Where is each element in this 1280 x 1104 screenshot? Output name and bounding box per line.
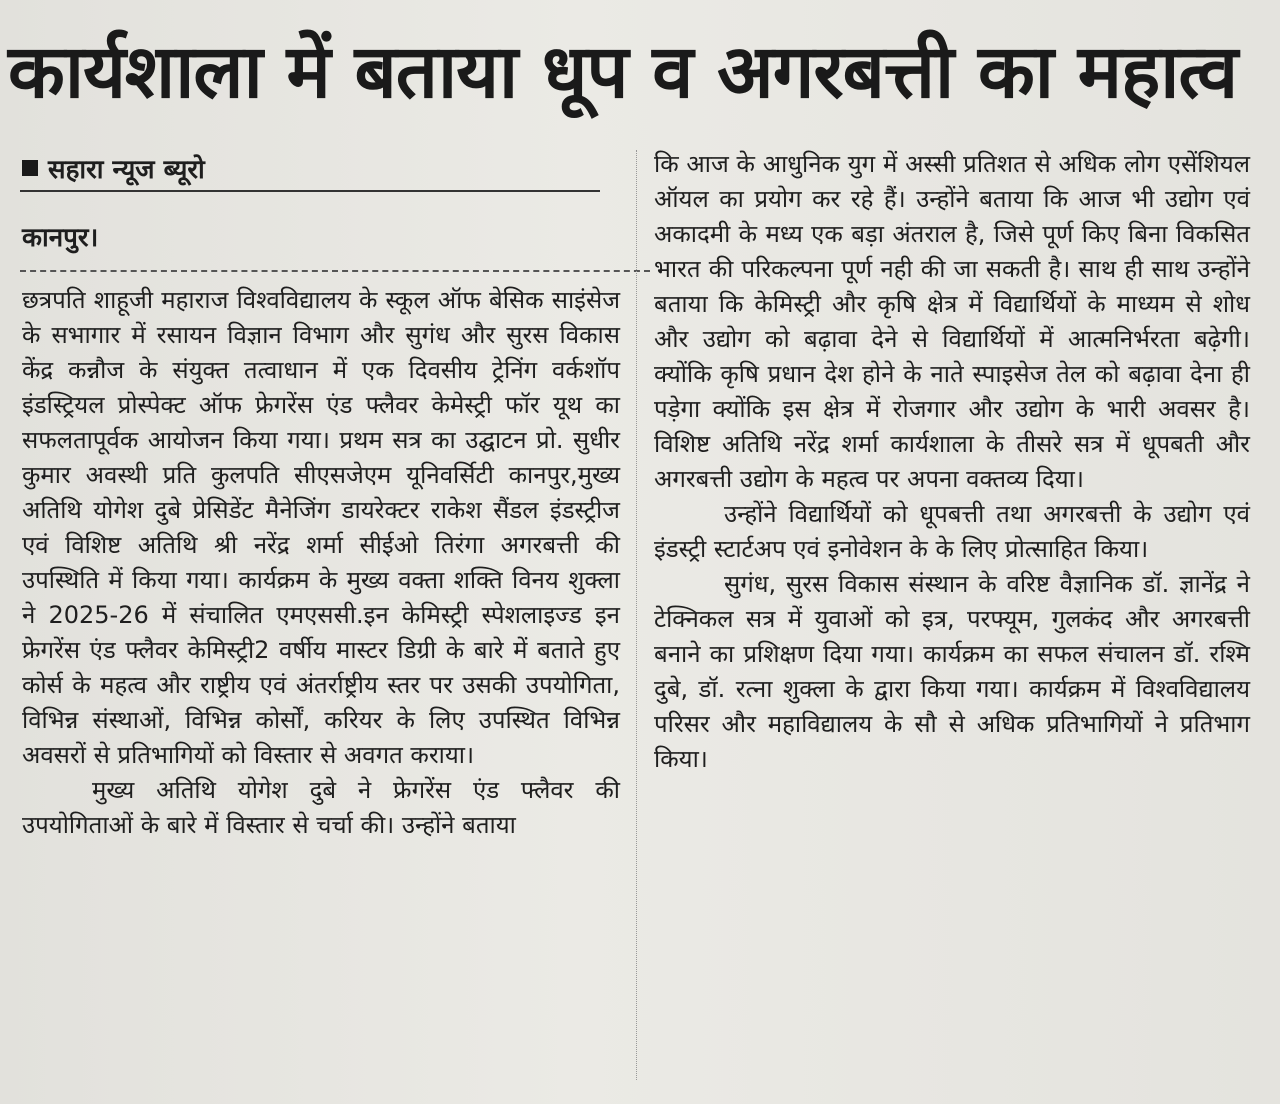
paragraph: उन्होंने विद्यार्थियों को धूपबत्ती तथा अगरबत्ती के उद्योग एवं इंडस्ट्री स्टार्टअप एवं इनोवेशन के के लिए प्रोत्साहित किया। — [654, 500, 1250, 563]
headline: कार्यशाला में बताया धूप व अगरबत्ती का महात्व — [8, 29, 1238, 115]
column-divider — [636, 150, 637, 1080]
paragraph: कि आज के आधुनिक युग में अस्सी प्रतिशत से अधिक लोग एसेंशियल ऑयल का प्रयोग कर रहे हैं। उन्होंने बताया कि आज भी उद्योग एवं अकादमी के मध्य एक बड़ा अंतराल है, जिसे पूर्ण किए बिना विकसित भारत की परिकल्पना पूर्ण नही की जा सकती है। साथ ही साथ उन्होंने बताया कि केमिस्ट्री और कृषि क्षेत्र में विद्यार्थियों के माध्यम से शोध और उद्योग को बढ़ावा देने से विद्यार्थियों में आत्मनिर्भरता बढ़ेगी। क्योंकि कृषि प्रधान देश होने के नाते स्पाइसेज तेल को बढ़ावा देना ही पड़ेगा क्योंकि इस क्षेत्र में रोजगार और उद्योग के भारी अवसर है। विशिष्ट अतिथि नरेंद्र शर्मा कार्यशाला के तीसरे सत्र में धूपबती और अगरबत्ती उद्योग के महत्व पर अपना वक्तव्य दिया। — [654, 150, 1250, 493]
byline-divider — [20, 190, 600, 192]
paragraph: मुख्य अतिथि योगेश दुबे ने फ्रेगरेंस एंड फ्लैवर की उपयोगिताओं के बारे में विस्तार से चर्चा की। उन्होंने बताया — [22, 776, 620, 839]
paragraph: छत्रपति शाहूजी महाराज विश्वविद्यालय के स्कूल ऑफ बेसिक साइंसेज के सभागार में रसायन विज्ञान विभाग और सुगंध और सुरस विकास केंद्र कन्नौज के संयुक्त तत्वाधान में एक दिवसीय ट्रेनिंग वर्कशॉप इंडस्ट्रियल प्रोस्पेक्ट ऑफ फ्रेगरेंस एंड फ्लैवर केमेस्ट्री फॉर यूथ का सफलतापूर्वक आयोजन किया गया। प्रथम सत्र का उद्घाटन प्रो. सुधीर कुमार अवस्थी प्रति कुलपति सीएसजेएम यूनिवर्सिटी कानपुर,मुख्य अतिथि योगेश दुबे प्रेसिडेंट मैनेजिंग डायरेक्टर राकेश सैंडल इंडस्ट्रीज एवं विशिष्ट अतिथि श्री नरेंद्र शर्मा सीईओ तिरंगा अगरबत्ती की उपस्थिति में किया गया। कार्यक्रम के मुख्य वक्ता शक्ति विनय शुक्ला ने 2025-26 में संचालित एमएससी.इन केमिस्ट्री स्पेशलाइज्ड इन फ्रेगरेंस एंड फ्लैवर केमिस्ट्री2 वर्षीय मास्टर डिग्री के बारे में बताते हुए कोर्स के महत्व और राष्ट्रीय एवं अंतर्राष्ट्रीय स्तर पर उसकी उपयोगिता, विभिन्न संस्थाओं, विभिन्न कोर्सों, करियर के लिए उपस्थित विभिन्न अवसरों से प्रतिभागियों को विस्तार से अवगत कराया। — [22, 286, 620, 769]
byline — [22, 150, 205, 190]
dateline-divider — [20, 270, 650, 272]
paragraph: सुगंध, सुरस विकास संस्थान के वरिष्ट वैज्ञानिक डॉ. ज्ञानेंद्र ने टेक्निकल सत्र में युवाओं को इत्र, परफ्यूम, गुलकंद और अगरबत्ती बनाने का प्रशिक्षण दिया गया। कार्यक्रम का सफल संचालन डॉ. रश्मि दुबे, डॉ. रत्ना शुक्ला के द्वारा किया गया। कार्यक्रम में विश्वविद्यालय परिसर और महाविद्यालय के सौ से अधिक प्रतिभागियों ने प्रतिभाग किया। — [654, 570, 1250, 773]
bullet-square-icon — [22, 160, 38, 176]
dateline: कानपुर। — [22, 223, 99, 253]
article-column-left — [22, 283, 620, 843]
byline-text: सहारा न्यूज ब्यूरो — [48, 155, 205, 185]
article-column-right — [654, 147, 1250, 777]
